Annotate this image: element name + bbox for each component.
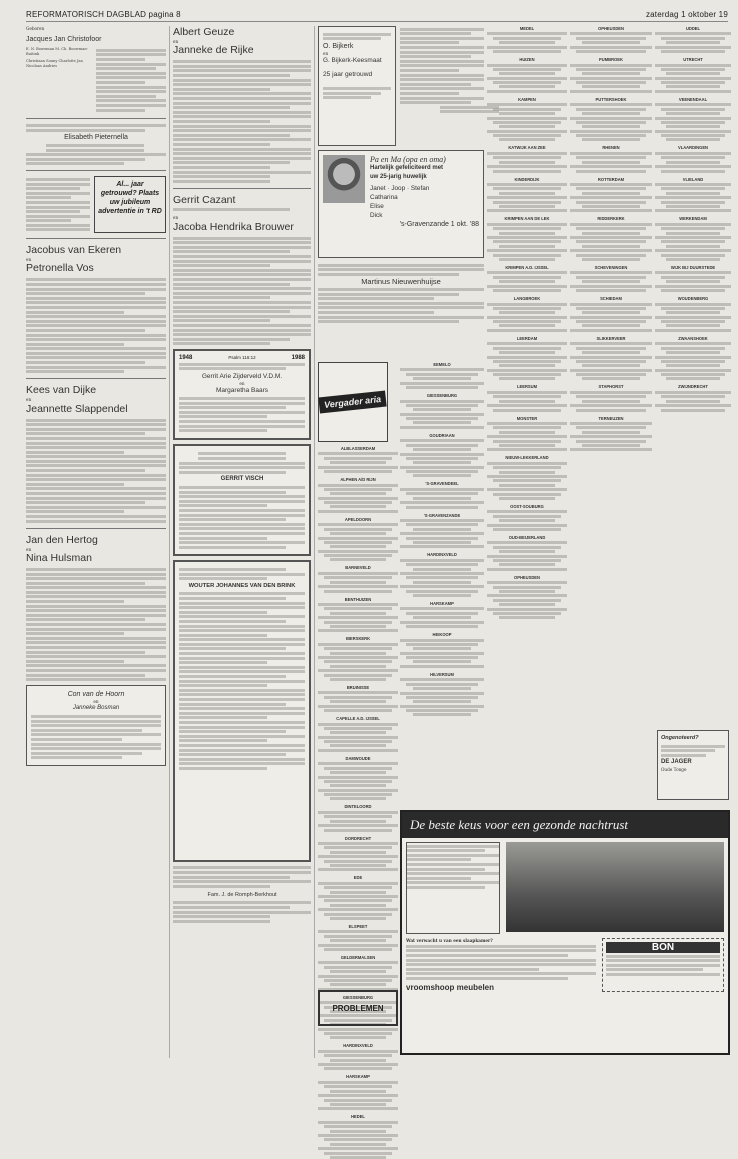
- church-listing: [400, 393, 484, 429]
- church-town: KAMPEN: [518, 96, 536, 102]
- church-town: OPHEUSDEN: [514, 574, 540, 580]
- church-town: ZWAANSHOEK: [678, 335, 708, 341]
- church-listing: [487, 504, 567, 531]
- ongenoteerd-title: Ongenoteerd?: [661, 735, 699, 741]
- adv1-name-a: O. Bijkerk: [323, 42, 354, 50]
- nachtrust-tag: Wat verwacht u van een slaapkamer?: [406, 938, 493, 943]
- header-right: zaterdag 1 oktober 19: [645, 10, 728, 19]
- church-listing: [570, 177, 652, 213]
- church-town: DINTELOORD: [344, 804, 372, 810]
- church-town: ELSPEET: [348, 923, 368, 929]
- church-listing: [487, 265, 567, 292]
- birth-parents: E. N. Bouwman M. Ch. Bouwman-Buitink: [26, 47, 88, 56]
- church-town: KINDERDIJK: [514, 176, 540, 182]
- paenma-kids2: Catharina: [370, 194, 398, 201]
- church-listing: [570, 336, 652, 381]
- church-town: RIDDERKERK: [597, 216, 625, 222]
- church-listing: [655, 97, 731, 142]
- church-listing: [655, 384, 731, 411]
- kerk-col-a: [487, 26, 567, 806]
- ongenoteerd-place: Oude Tonge: [661, 767, 687, 773]
- geboren-label: Geboren: [26, 26, 45, 31]
- header-left: REFORMATORISCH DAGBLAD pagina 8: [26, 10, 181, 19]
- column-2: [173, 26, 311, 1060]
- church-listing: [655, 145, 731, 172]
- church-town: VLIELAND: [682, 176, 704, 182]
- birth-children: Christiaan Sonny Charlotte Jan Nicolaas Andries: [26, 59, 83, 69]
- church-town: VLAARDINGEN: [677, 145, 709, 151]
- church-town: ZWIJNDRECHT: [678, 384, 708, 390]
- church-town: DORDRECHT: [344, 835, 372, 841]
- church-listing: [318, 836, 398, 872]
- church-listing: [655, 336, 731, 381]
- marriage-name-5: Jan den Hertog: [26, 533, 98, 546]
- church-listing: [487, 57, 567, 93]
- adv-martinus: [318, 262, 484, 358]
- church-listing: [318, 517, 398, 562]
- church-town: WERKENDAM: [679, 216, 707, 222]
- church-town: NIEUW-LEKKERLAND: [505, 455, 549, 461]
- vergader-aria-logo: [318, 362, 388, 442]
- church-town: PUTTERSHOEK: [595, 96, 627, 102]
- church-town: UDDEL: [685, 26, 701, 31]
- church-listing: [400, 552, 484, 597]
- church-listing: [318, 597, 398, 633]
- bon-label: BON: [606, 942, 720, 953]
- church-listing: [487, 216, 567, 261]
- adv-pa-en-ma: [318, 150, 484, 258]
- church-town: HARDINXVELD: [343, 1043, 373, 1049]
- adv1-25jaar: 25 jaar getrouwd: [323, 71, 373, 79]
- adv1-name-b: G. Bijkerk-Keesmaat: [323, 57, 382, 65]
- church-listing: [487, 296, 567, 332]
- church-listing: [318, 636, 398, 681]
- birth-name: Jacques Jan Christofoor: [26, 36, 102, 44]
- church-listing: [318, 565, 398, 592]
- name-albert: Albert Geuze: [173, 26, 235, 38]
- church-town: HILVERSUM: [430, 671, 454, 677]
- church-listing: [655, 265, 731, 292]
- church-listing: [400, 433, 484, 478]
- adv-nachtrust: [400, 810, 730, 1055]
- paenma-line3: uw 25-jarig huwelijk: [370, 174, 427, 180]
- church-town: VEENENDAAL: [678, 96, 708, 102]
- church-town: OOST-SOUBURG: [510, 503, 544, 509]
- paenma-place: 's-Gravenzande 1 okt. '88: [399, 221, 479, 228]
- church-town: OUD-BEIJERLAND: [508, 534, 546, 540]
- nachtrust-brand: vroomshoop meubelen: [406, 983, 495, 993]
- church-town: LANGBROEK: [513, 296, 541, 302]
- church-listing: [318, 955, 398, 991]
- church-listing: [318, 446, 398, 473]
- marriage-name-3: Kees van Dijke: [26, 384, 97, 397]
- nachtrust-slogan: De beste keus voor een gezonde nachtrust: [402, 812, 728, 838]
- name-gerrit-cazant: Gerrit Cazant: [173, 193, 236, 206]
- church-town: KRIMPEN A.D. IJSSEL: [505, 264, 549, 270]
- paenma-kids1: Janet · Joop · Stefan: [370, 185, 430, 192]
- box1-year-left: 1948: [179, 355, 193, 362]
- box-sub: Janneke Bosman: [72, 705, 120, 712]
- box-wouter: [173, 560, 311, 862]
- church-town: GELDERMALSEN: [340, 954, 376, 960]
- en-5: en: [173, 215, 179, 221]
- en-2: en: [26, 397, 32, 403]
- church-town: KATWIJK AAN ZEE: [508, 145, 546, 151]
- marriage-name-4: Jeannette Slappendel: [26, 402, 128, 415]
- problemen-advert: PROBLEMEN: [318, 990, 398, 1026]
- church-town: OPHEUSDEN: [598, 26, 624, 31]
- church-town: BRUINISSE: [346, 684, 370, 690]
- martinus-name: Martinus Nieuwenhuijse: [361, 277, 441, 287]
- church-town: HARSKAMP: [430, 600, 454, 606]
- church-listing: [487, 455, 567, 500]
- kerk-col-b: [570, 26, 652, 806]
- church-town: GIESSENBURG: [342, 994, 374, 1000]
- church-town: EEMELO: [433, 362, 451, 367]
- jubileum-advert: Al... jaar getrouwd? Plaats uw jubileum advertentie in 't RD: [94, 176, 166, 233]
- box1-name2: Margaretha Baars: [215, 387, 269, 395]
- church-town: HEIKOOP: [432, 632, 452, 638]
- church-town: WIJK BIJ DUURSTEDE: [670, 264, 716, 270]
- church-listing: [487, 336, 567, 381]
- church-listing: [487, 26, 567, 53]
- church-town: PUMBROEK: [599, 57, 623, 63]
- church-listing: [655, 216, 731, 261]
- box3-name: WOUTER JOHANNES VAN DEN BRINK: [188, 582, 296, 589]
- church-town: GIESSENBURG: [426, 393, 458, 399]
- paenma-kids3: Elise: [370, 203, 384, 210]
- box1-en: en: [239, 381, 245, 387]
- box-40-jaar: [173, 349, 311, 439]
- church-listing: [487, 97, 567, 142]
- ongenoteerd-sub: DE JAGER: [661, 759, 692, 766]
- church-listing: [487, 145, 567, 172]
- church-listing: [487, 416, 567, 452]
- church-listing: [655, 57, 731, 93]
- logo-text: Vergader aria: [319, 391, 388, 414]
- church-listing: [318, 716, 398, 752]
- adv-ongenoteerd: [657, 730, 729, 800]
- church-listing: [487, 575, 567, 620]
- church-town: ALPHEN A/D RIJN: [340, 477, 376, 483]
- kerk-col-c: [655, 26, 731, 726]
- box-con-van-de-hoorn: Con van de Hoorn en Janneke Bosman: [26, 685, 166, 766]
- paenma-kids4: Dick: [370, 212, 383, 219]
- footer-family: Fam. J. de Romph-Berkhout: [207, 891, 277, 898]
- church-town: MONSTER: [516, 415, 538, 421]
- adv-bijkerk: [318, 26, 396, 146]
- box2-name: GERRIT VISCH: [220, 476, 264, 483]
- en-4: en: [173, 39, 179, 44]
- church-town: BIERSKERK: [345, 636, 371, 642]
- church-town: LEERDAM: [516, 335, 538, 341]
- church-town: WOUDENBERG: [677, 296, 709, 302]
- church-town: UTRECHT: [683, 57, 703, 63]
- couple-photo: [323, 155, 365, 203]
- birth-name-2: Elisabeth Pieternella: [64, 134, 128, 142]
- church-listing: [487, 384, 567, 411]
- adv1-en: en: [323, 50, 329, 56]
- church-listing: [400, 513, 484, 549]
- name-janneke: Janneke de Rijke: [173, 44, 254, 57]
- church-listing: [318, 924, 398, 951]
- church-town: EDE: [353, 875, 363, 881]
- church-town: HARSKAMP: [346, 1074, 370, 1080]
- marriage-name-2: Petronella Vos: [26, 262, 94, 275]
- church-listing: [400, 362, 484, 389]
- church-town: APELDOORN: [344, 516, 372, 522]
- marriage-name-1: Jacobus van Ekeren: [26, 244, 122, 257]
- church-town: MEDEL: [519, 26, 535, 31]
- church-listing: [570, 57, 652, 93]
- church-listing: [318, 685, 398, 712]
- church-listing: [318, 756, 398, 801]
- box-title: Con van de Hoorn: [67, 691, 125, 699]
- church-town: BENTHUIZEN: [344, 596, 372, 602]
- en-3: en: [26, 546, 32, 552]
- column-1: [26, 26, 166, 1060]
- church-town: DAMWOUDE: [345, 755, 371, 761]
- church-town: HARDINXVELD: [427, 552, 457, 558]
- adv-right-text: [400, 26, 484, 146]
- church-listing: [570, 296, 652, 332]
- church-listing: [655, 26, 731, 53]
- bedroom-photo: [506, 842, 724, 932]
- church-listing: [487, 177, 567, 213]
- church-town: 'S-GRAVENDEEL: [425, 481, 459, 487]
- church-listing: [318, 1043, 398, 1070]
- church-town: CAPELLE A.D. IJSSEL: [336, 716, 380, 722]
- church-listing: [318, 1114, 398, 1159]
- box1-psalm: Psalm 116:12: [228, 355, 256, 361]
- church-town: GOUDRIAAN: [429, 432, 455, 438]
- paenma-line2: Hartelijk gefeliciteerd met: [370, 165, 444, 171]
- paenma-title: Pa en Ma (opa en oma): [370, 155, 446, 164]
- church-town: 'S-GRAVENZANDE: [423, 512, 461, 518]
- church-listing: [487, 535, 567, 571]
- church-town: SCHIEDAM: [600, 296, 622, 302]
- church-listing: [400, 481, 484, 508]
- box-gerrit-visch: [173, 444, 311, 557]
- church-town: TERNEUZEN: [598, 415, 624, 421]
- church-town: BARNEVELD: [345, 565, 371, 571]
- box1-year-right: 1988: [291, 355, 305, 362]
- box1-name1: Gerrit Arie Zijderveld V.D.M.: [201, 373, 283, 381]
- church-town: LEERSUM: [516, 384, 537, 390]
- church-listing: [655, 296, 731, 332]
- church-listing: [570, 97, 652, 142]
- church-listing: [400, 601, 484, 628]
- church-listing: [570, 265, 652, 292]
- church-listing: [400, 672, 484, 717]
- church-town: HUIZEN: [519, 57, 535, 63]
- church-listing: [570, 384, 652, 411]
- church-town: KRIMPEN AAN DE LEK: [504, 216, 550, 222]
- church-listing: [318, 1074, 398, 1110]
- church-town: SLIKKERVEER: [596, 335, 626, 341]
- church-town: STAPHORST: [598, 384, 624, 390]
- en-1: en: [26, 257, 32, 263]
- church-town: ROTTERDAM: [597, 176, 625, 182]
- church-listing: [570, 216, 652, 261]
- name-jacoba: Jacoba Hendrika Brouwer: [173, 220, 294, 233]
- church-listing: [655, 177, 731, 213]
- church-town: SCHEVENINGEN: [594, 264, 628, 270]
- church-listing: [318, 875, 398, 920]
- church-listing: [570, 145, 652, 172]
- church-listing: [318, 477, 398, 513]
- page-header: [26, 9, 728, 22]
- church-town: ALBLASSERDAM: [340, 446, 376, 451]
- church-listing: [318, 804, 398, 831]
- church-listing: [400, 632, 484, 668]
- church-listing: [570, 26, 652, 53]
- church-listing: [570, 416, 652, 452]
- church-town: RHENEN: [602, 145, 620, 151]
- marriage-name-6: Nina Hulsman: [26, 551, 92, 564]
- church-town: HEDEL: [351, 1114, 365, 1120]
